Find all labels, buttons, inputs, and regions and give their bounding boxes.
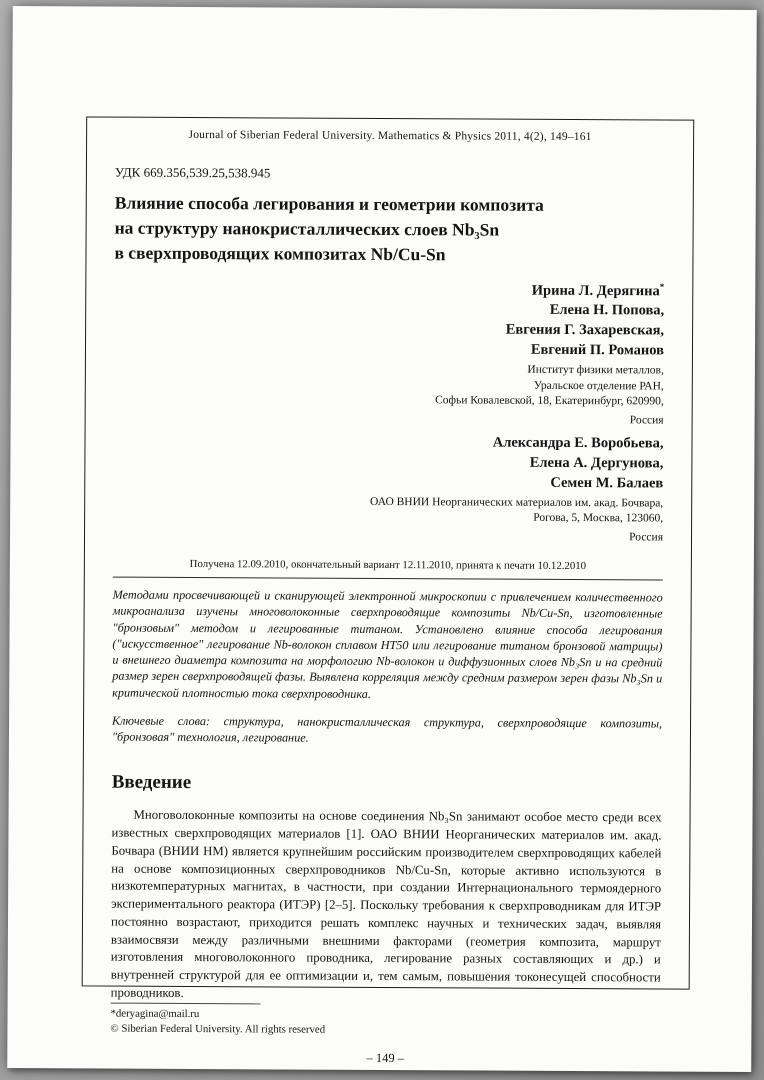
- section-heading-introduction: Введение: [111, 771, 192, 794]
- affiliation-line: ОАО ВНИИ Неорганических материалов им. акад. Бочвара,: [369, 495, 664, 510]
- footnote-block: [110, 1006, 660, 1040]
- udc-code: УДК 669.356,539.25,538.945: [114, 164, 271, 181]
- author-name: Семен М. Балаев: [550, 474, 664, 492]
- footnote-marker: *: [659, 280, 665, 292]
- page-frame: [82, 116, 695, 1066]
- authors-group-2: [113, 430, 663, 493]
- affiliation-2-country: Россия: [629, 531, 664, 544]
- affiliation-line: Рогова, 5, Москва, 123060,: [533, 511, 664, 525]
- affiliation-1: [114, 361, 664, 409]
- author-name: Елена А. Дергунова,: [529, 454, 664, 472]
- keywords-text: Ключевые слова: структура, нанокристаллическая структура, сверхпроводящие композиты, "бронзовая" технология, легирование.: [111, 713, 663, 745]
- article-title-line: Влияние способа легирования и геометрии композита: [114, 192, 544, 215]
- footnote-email: *deryagina@mail.ru: [110, 1007, 200, 1020]
- affiliation-2: [113, 493, 663, 526]
- affiliation-1-country: Россия: [629, 414, 664, 427]
- affiliation-line: Софьи Ковалевской, 18, Екатеринбург, 620990,: [435, 393, 664, 408]
- author-name: Александра Е. Воробьева,: [492, 434, 664, 452]
- received-dates: Получена 12.09.2010, окончательный вариант 12.11.2010, принята к печати 10.12.2010: [189, 558, 587, 573]
- author-name: Евгений П. Романов: [530, 342, 665, 359]
- copyright-line: © Siberian Federal University. All rights reserved: [110, 1023, 326, 1037]
- article-title-line: в сверхпроводящих композитах Nb/Cu-Sn: [114, 242, 446, 265]
- paper-sheet: [7, 6, 757, 1072]
- authors-group-1: [114, 277, 664, 361]
- article-title-line: на структуру нанокристаллических слоев Nb₃Sn: [114, 217, 500, 240]
- page-number: – 149 –: [366, 1050, 405, 1066]
- affiliation-line: Уральское отделение РАН,: [533, 379, 664, 393]
- introduction-paragraph: Многоволоконные композиты на основе соединения Nb₃Sn занимают особое место среди всех известных сверхпроводящих материалов [1]. ОАО ВНИИ Неорганических материалов им. акад. Бочвара (ВНИИ НМ) является крупнейшим российским производителем сверхпроводящих кабелей на основе композиционных сверхпроводников Nb/Cu-Sn, которые активно используются в низкотемпературных магнитах, в частности, при создании Интернационального термоядерного экспериментального реактора (ИТЭР) [2–5]. Поскольку требования к сверхпроводникам для ИТЭР постоянно возрастают, приходится решать комплекс научных и технических задач, выявляя взаимосвязи между различными внешними факторами (геометрия композита, маршрут изготовления многоволоконного проводника, легирование разных составляющих и др.) и внутренней структурой для ее оптимизации и, тем самым, повышения токонесущей способности проводников.: [110, 807, 662, 1000]
- abstract-divider: [113, 577, 663, 581]
- journal-header: Journal of Siberian Federal University. Mathematics & Physics 2011, 4(2), 149–161: [188, 128, 592, 144]
- footnote-rule: [111, 1002, 261, 1004]
- article-title: [114, 191, 664, 268]
- author-name: Ирина Л. Дерягина*: [531, 280, 665, 299]
- author-name: Елена Н. Попова,: [549, 302, 665, 319]
- abstract-text: Методами просвечивающей и сканирующей электронной микроскопии с привлечением количественного микроанализа изучены многоволоконные сверхпроводящие композиты Nb/Cu-Sn, изготовленные "бронзовым" методом и легированные титаном. Установлено влияние способа легирования ("искусственное" легирование Nb-волокон сплавом НТ50 или легирование титаном бронзовой матрицы) и внешнего диаметра композита на морфологию Nb-волокон и диффузионных слоев Nb₃Sn и на средний размер зерен сверхпроводящей фазы. Выявлена корреляция между средним размером зерен фазы Nb₃Sn и критической плотностью тока сверхпроводника.: [112, 587, 663, 701]
- affiliation-line: Институт физики металлов,: [527, 364, 664, 377]
- author-name: Евгения Г. Захаревская,: [505, 322, 665, 339]
